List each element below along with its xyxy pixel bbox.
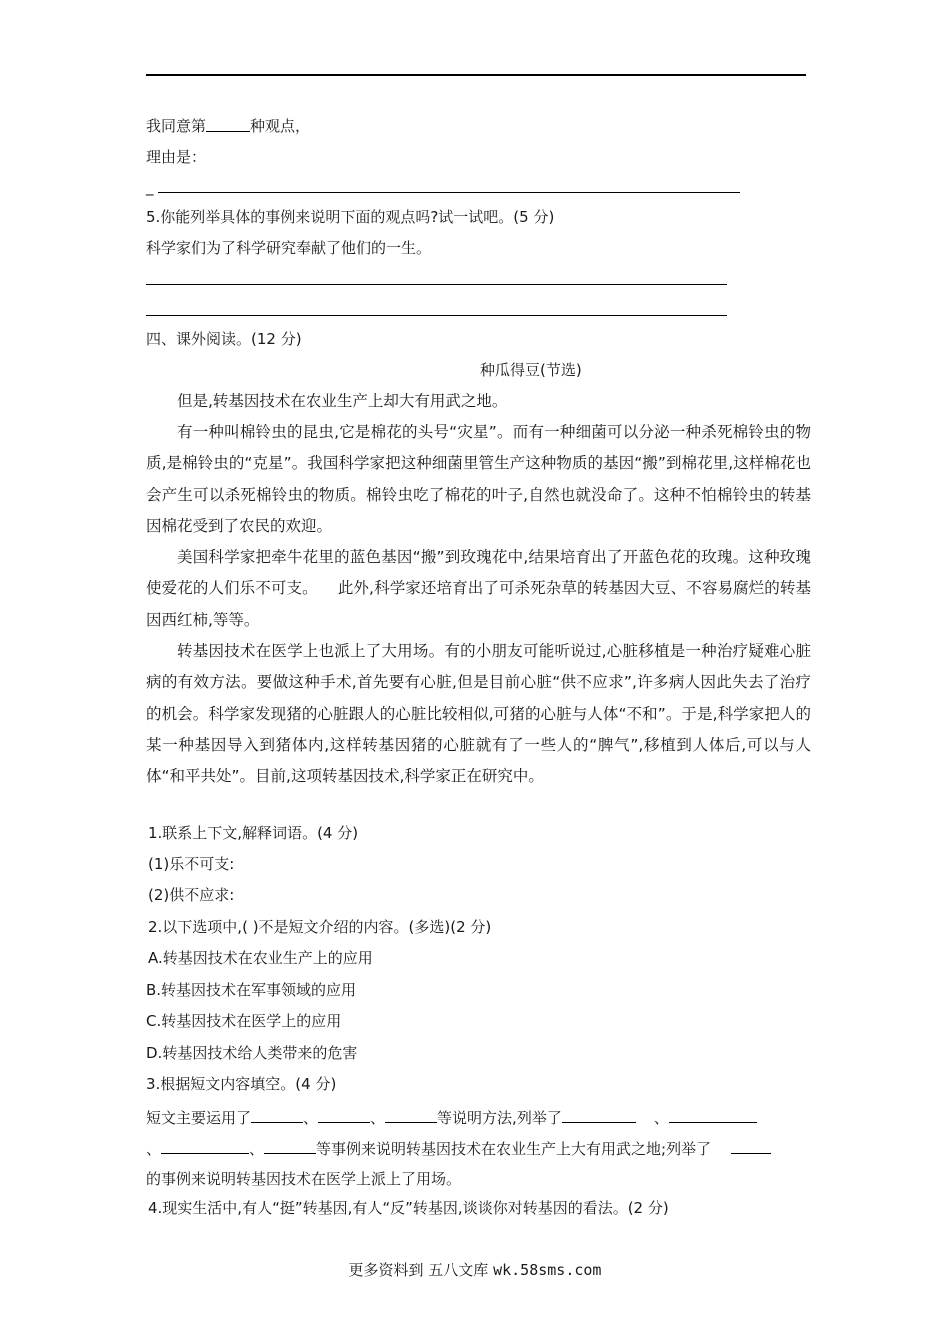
q3-line-1 <box>146 1107 757 1128</box>
q1-heading: 1.联系上下文,解释词语。(4 分) <box>148 824 359 842</box>
q3-blank-5 <box>669 1107 757 1123</box>
q3-sep-2: 、 <box>370 1109 386 1127</box>
passage-title: 种瓜得豆(节选) <box>480 361 582 379</box>
q3-line-2 <box>146 1138 771 1159</box>
q5-statement: 科学家们为了科学研究奉献了他们的一生。 <box>146 239 432 257</box>
q1-item-b: (2)供不应求: <box>148 886 235 904</box>
reason-answer-line <box>158 192 740 193</box>
q2-option-b: B.转基因技术在军事领域的应用 <box>146 981 357 999</box>
reason-prefix: _ <box>146 178 154 196</box>
agree-line <box>146 116 310 136</box>
q3-blank-1 <box>251 1107 303 1123</box>
passage-paragraph-4: 转基因技术在医学上也派上了大用场。有的小朋友可能听说过,心脏移植是一种治疗疑难心脏病的有效方法。要做这种手术,首先要有心脏,但是目前心脏“供不应求”,许多病人因此失去了治疗的机会。科学家发现猪的心脏跟人的心脏比较相似,可猪的心脏与人体“不和”。于是,科学家把人的某一种基因导入到猪体内,这样转基因猪的心脏就有了一些人的“脾气”,移植到人体后,可以与人体“和平共处”。目前,这项转基因技术,科学家正在研究中。 <box>146 642 811 786</box>
q5-answer-line-1 <box>146 284 727 285</box>
q3-sep-3: 、 <box>653 1109 669 1127</box>
q5-heading: 5.你能列举具体的事例来说明下面的观点吗?试一试吧。(5 分) <box>146 208 555 226</box>
q3-sep-5: 、 <box>249 1140 265 1158</box>
passage-paragraph-3: 美国科学家把牵牛花里的蓝色基因“搬”到玫瑰花中,结果培育出了开蓝色花的玫瑰。这种玫瑰使爱花的人们乐不可支。 此外,科学家还培育出了可杀死杂草的转基因大豆、不容易腐烂的转基因西红柿,等等。 <box>146 548 811 629</box>
q3-text-3: 等事例来说明转基因技术在农业生产上大有用武之地;列举了 <box>316 1140 712 1158</box>
agree-blank <box>206 116 250 132</box>
reason-label: 理由是： <box>146 148 207 166</box>
q3-blank-4 <box>562 1107 636 1123</box>
footer-link[interactable]: wk.58sms.com <box>493 1261 602 1279</box>
q3-blank-2 <box>318 1107 370 1123</box>
q3-sep-4: 、 <box>146 1140 162 1158</box>
agree-prefix: 我同意第 <box>146 117 207 135</box>
q1-item-a: (1)乐不可支: <box>148 855 235 873</box>
q2-option-c: C.转基因技术在医学上的应用 <box>146 1012 342 1030</box>
q3-heading: 3.根据短文内容填空。(4 分) <box>146 1075 337 1093</box>
q3-line-3: 的事例来说明转基因技术在医学上派上了用场。 <box>146 1170 462 1188</box>
q3-blank-8 <box>731 1138 771 1154</box>
q2-heading: 2.以下选项中,( )不是短文介绍的内容。(多选)(2 分) <box>148 918 492 936</box>
footer <box>0 1260 950 1280</box>
q3-sep-1: 、 <box>303 1109 319 1127</box>
q2-option-a: A.转基因技术在农业生产上的应用 <box>148 949 373 967</box>
q2-option-d: D.转基因技术给人类带来的危害 <box>146 1044 358 1062</box>
q3-blank-7 <box>264 1138 316 1154</box>
top-rule <box>146 74 806 76</box>
passage-paragraph-2: 有一种叫棉铃虫的昆虫,它是棉花的头号“灾星”。而有一种细菌可以分泌一种杀死棉铃虫的物质,是棉铃虫的“克星”。我国科学家把这种细菌里管生产这种物质的基因“搬”到棉花里,这样棉花也会产生可以杀死棉铃虫的物质。棉铃虫吃了棉花的叶子,自然也就没命了。这种不怕棉铃虫的转基因棉花受到了农民的欢迎。 <box>146 423 811 535</box>
q3-blank-6 <box>161 1138 249 1154</box>
q5-answer-line-2 <box>146 315 727 316</box>
q4-heading: 4.现实生活中,有人“挺”转基因,有人“反”转基因,谈谈你对转基因的看法。(2 分) <box>148 1199 669 1217</box>
q3-text-1: 短文主要运用了 <box>146 1109 252 1127</box>
q3-text-2: 等说明方法,列举了 <box>437 1109 562 1127</box>
section4-heading: 四、课外阅读。(12 分) <box>146 330 302 348</box>
agree-suffix: 种观点， <box>250 117 311 135</box>
passage-paragraph-1: 但是,转基因技术在农业生产上却大有用武之地。 <box>177 392 508 410</box>
q3-blank-3 <box>385 1107 437 1123</box>
footer-text: 更多资料到 五八文库 <box>348 1261 489 1279</box>
